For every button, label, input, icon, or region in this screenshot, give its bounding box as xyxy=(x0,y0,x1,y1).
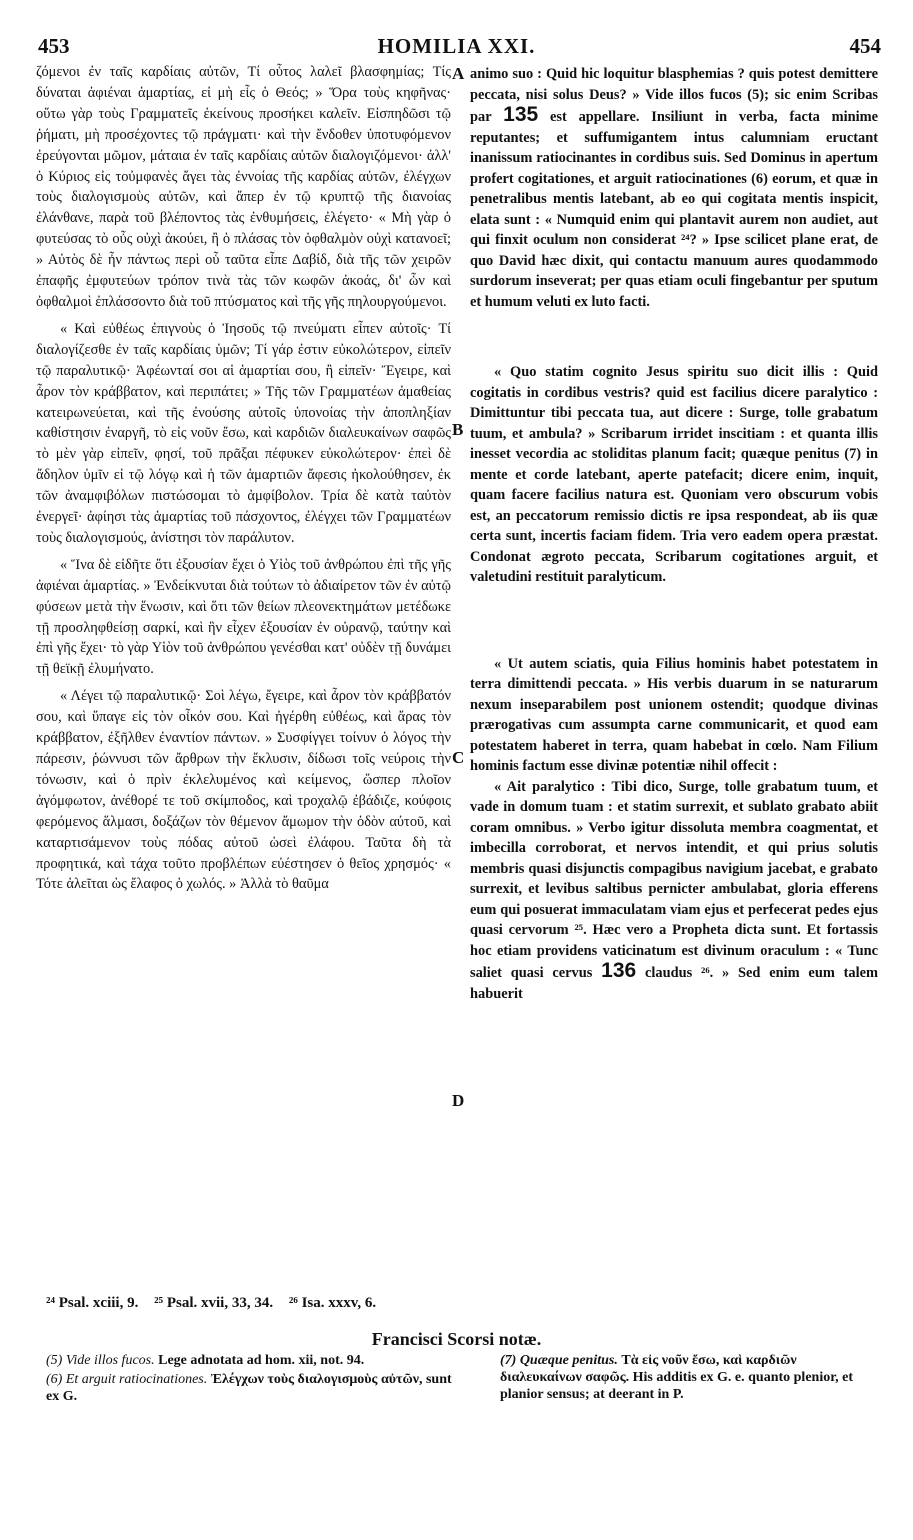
page-number-left: 453 xyxy=(38,34,70,58)
latin-paragraph xyxy=(470,64,878,312)
latin-paragraph: « Ut autem sciatis, quia Filius hominis habet potestatem in terra dimittendi peccata. » His verbis duarum in se naturarum nexum inseparabilem post unionem ostendit; quodque divinas prærogativas cum assumpta carne communicarit, et quod eam potestatem haberet in terra, quam habebat in cœlo. Nam Filium hominis factum esse divinæ potentiæ nihil offecit : xyxy=(470,655,878,774)
footnote-label: (6) Et arguit ratiocinationes. xyxy=(46,1372,208,1387)
scripture-ref: ²⁵ Psal. xvii, 33, 34. xyxy=(154,1295,274,1311)
greek-column xyxy=(36,62,451,895)
latin-text: claudus ²⁶. » Sed enim eum talem habuerit xyxy=(470,965,878,1002)
latin-paragraph: « Quo statim cognito Jesus spiritu suo dicit illis : Quid cogitatis in cordibus vestris? quid est facilius dicere paralytico : Dimittuntur tibi peccata tua, aut dicere : Surge, tolle grabatum tuum, et ambula? » Scribarum irridet inscitiam : et quanta illis inesset vecordia ac stoliditas planum facit; quæque penitus (7) in mente et corde latebant, aperte patefacit; dicere enim, inquit, quam facere facilius natura est. Quoniam vero obscurum vobis est, an peccatorum remissio dictis re ipsa respondeat, ab iis quæ certa sunt, incertis faciam fidem. Tria vero eadem opera præstat. Condonat ægroto peccata, Scribarum cogitationes arguit, et valetudini restituit paralyticum. xyxy=(470,364,878,585)
footnote-text: Ἐλέγχων τοὺς διαλογισμοὺς αὐτῶν, sunt ex G. xyxy=(46,1372,452,1404)
scripture-references xyxy=(46,1295,906,1312)
latin-text: animo suo : Quid hic loquitur blasphemias ? quis potest demittere peccata, nisi solus Deus? » Vide illos fucos (5); sic enim Scribas par xyxy=(470,66,878,125)
greek-paragraph: « Καὶ εὐθέως ἐπιγνοὺς ὁ Ἰησοῦς τῷ πνεύματι εἶπεν αὐτοῖς· Τί διαλογίζεσθε ἐν ταῖς καρδίαις ὑμῶν; Τί γάρ ἐστιν εὐκολώτερον, εἰπεῖν τῷ παραλυτικῷ· Ἀφέωνταί σοι αἱ ἁμαρτίαι σου, ἢ εἰπεῖν· Ἔγειρε, καὶ ἆρον τὸν κράββατον, καὶ περιπάτει; » Τῆς τῶν Γραμματέων ἀμαθείας κατειρωνεύεται, καὶ τῆς ἐνούσης αὐτοῖς ὑπονοίας τὴν ἀποπληξίαν καθίστησιν ἐναργῆ, τὸ εἰς νοῦν ἔσω, καὶ καρδιῶν διαλευκαίνων σαφῶς τὸ μὲν γὰρ εἰπεῖν, φησί, τοῦ πρᾶξαι πέφυκεν εὐκολώτερον· ἐπεὶ δὲ ἄδηλον ὑμῖν εἰ τῷ λόγῳ καὶ ἡ τῶν ἁμαρτιῶν ἄφεσις ἠκολούθησεν, ἐκ τῶν ἀναμφιβόλων πιστώσομαι τὸ ἀμφίβολον. Τρία δὲ κατὰ ταὐτὸν ἐνεργεῖ· ἀφίησι τὰς ἁμαρτίας τοῦ πάσχοντος, ἐλέγχει τῶν Γραμματέων τοὺς διαλογισμούς, ἀνίστησι τὸν παράλυτον. xyxy=(36,320,451,546)
footnote-text: Τὰ εἰς νοῦν ἔσω, καὶ καρδιῶν διαλευκαίνων σαφῶς. His additis ex G. e. quanto plenior, et planior sensus; at deerant in P. xyxy=(500,1353,854,1402)
footnote-text: Lege adnotata ad hom. xii, not. 94. xyxy=(154,1353,365,1368)
footnote xyxy=(46,1352,466,1369)
margin-letter-d: D xyxy=(452,1091,465,1110)
notes-title: Francisci Scorsi notæ. xyxy=(371,1329,542,1349)
greek-paragraph: « Ἵνα δὲ εἰδῆτε ὅτι ἐξουσίαν ἔχει ὁ Υἱὸς τοῦ ἀνθρώπου ἐπὶ τῆς γῆς ἀφιέναι ἁμαρτίας. » Ἐνδείκνυται διὰ τούτων τὸ ἀδιαίρετον τῶν ἐν αὐτῷ φύσεων μετὰ τὴν ἕνωσιν, καὶ ὅτι τῶν θείων πλεονεκτημάτων μετέδωκε τῇ προσληφθείσῃ σαρκί, καὶ ἣν εἶχεν ἐξουσίαν ἐν οὐρανῷ, ταύτην καὶ ἐπὶ γῆς ἔχει· τὸ γὰρ Υἱὸν τοῦ ἀνθρώπου γενέσθαι κατ' οὐδὲν τῇ δυνάμει τῇ θεϊκῇ ἐλυμήνατο. xyxy=(36,556,451,678)
greek-paragraph: ζόμενοι ἐν ταῖς καρδίαις αὐτῶν, Τί οὗτος λαλεῖ βλασφημίας; Τίς δύναται ἀφιέναι ἁμαρτίας, εἰ μὴ εἷς ὁ Θεός; » Ὅρα τοὺς κηφῆνας· οὕτω γὰρ τοὺς Γραμματεῖς ἐκείνους προσήκει καλεῖν. Εἰσπηδῶσι τῷ ῥήματι, μὴ προσέχοντες τῷ πράγματι· καὶ τὴν ἔνδοθεν ὑποτυφόμενον ἐρεύγονται μῶμον, μάταια ἐν ταῖς καρδίαις αὐτῶν διαλογιζόμενοι· ἀλλ' ὁ Κύριος εἰς τοὐμφανὲς ἄγει τὰς ἐννοίας τῆς καρδίας αὐτῶν, ἐλέγχων τοὺς διαλογισμοὺς αὐτῶν, καὶ ἅπερ ἐν τῷ κρυπτῷ τῆς διανοίας ἐλάνθανε, παρὰ τοῦ βλέποντος τὰς ἐνθυμήσεις, ἐλέγετο· « Μὴ γὰρ ὁ φυτεύσας τὸ οὖς οὐχὶ ἀκούει, ἢ ὁ πλάσας τὸν ὀφθαλμὸν οὐχὶ κατανοεῖ; » Αὐτὸς δὲ ἦν πάντως περὶ οὗ ταῦτα εἶπε Δαβίδ, διὰ τῆς τῶν χειρῶν ἐπαφῆς ἐμφυτεύων τρόπον τινὰ τὰς τῶν κωφῶν ἀκοάς, δι' ὧν καὶ ὀφθαλμοὶ ἐπλάσσοντο διὰ τοῦ πτύσματος καὶ τῆς γῆς πηλουργούμενοι. xyxy=(36,64,451,310)
latin-paragraph xyxy=(470,777,878,1005)
page-number-right: 454 xyxy=(849,34,881,58)
margin-letter-b: B xyxy=(452,420,464,439)
scripture-ref: ²⁴ Psal. xciii, 9. xyxy=(46,1295,139,1311)
latin-text: est appellare. Insiliunt in verba, facta minime reputantes; et suffumigantem intus calumniam eructant inanissum ratiocinantes in cordibus suis. Sed Dominus in apertum profert cogitationes, et arguit ratiocinationes (6) eorum, et quæ in penetralibus mentis latebant, ab eo qui cogitata mentis inspicit, elata sunt : « Numquid enim qui plantavit aurem non audiet, aut qui finxit oculum non considerat ²⁴? » Ipse scilicet plane erat, de quo David hæc dixit, qui contactu manuum aures quodammodo surdorum inseverat; per quas etiam oculi fingebantur per sputum et humum veluti ex luto facti. xyxy=(470,109,878,310)
column-number-marker: 136 xyxy=(601,959,637,982)
footnote-label: (5) Vide illos fucos. xyxy=(46,1353,155,1368)
column-number-marker: 135 xyxy=(503,103,539,126)
footnote xyxy=(500,1352,880,1403)
footnote-label: (7) Quæque penitus. xyxy=(500,1353,618,1368)
greek-paragraph: « Λέγει τῷ παραλυτικῷ· Σοὶ λέγω, ἔγειρε, καὶ ἆρον τὸν κράββατόν σου, καὶ ὕπαγε εἰς τὸν οἶκόν σου. Καὶ ἠγέρθη εὐθέως, καὶ ἄρας τὸν κράββατον, ἐξῆλθεν ἐναντίον πάντων. » Συσφίγγει τοίνυν ὁ λόγος τὴν πάρεσιν, ῥώννυσι τῶν ἄρθρων τὴν ἔκλυσιν, δίδωσι τοῖς νεύροις τὴν τόνωσιν, καὶ ὁ πρὶν ἐκλελυμένος καὶ κείμενος, ὥσπερ πλοῖον ἀγόμφωτον, ἀνέθορέ τε τοῦ σκίμποδος, καὶ τροχαλῷ ἐβάδιζε, κούφοις φερόμενος ἅλμασι, δοξάζων τὸν θέμενον ἄμωμον τὴν ὁδὸν αὐτοῦ, καὶ καταρτισάμενον τοὺς πόδας αὐτοῦ ὡσεὶ ἐλάφου. Ταῦτα δὴ τὰ προφητικά, καὶ τάχα τοῦτο προβλέπων εὐέστησεν ὁ θεῖος χρησμός· « Τότε ἀλεῖται ὡς ἔλαφος ὁ χωλός. » Ἀλλὰ τὸ θαῦμα xyxy=(36,688,451,893)
header-title: HOMILIA XXI. xyxy=(377,34,536,58)
margin-letter-c: C xyxy=(452,748,465,767)
latin-text: « Ait paralytico : Tibi dico, Surge, tolle grabatum tuum, et vade in domum tuam : et statim surrexit, et sublato grabato abiit coram omnibus. » Verbo igitur dissoluta membra coagmentat, et imbecilla corroborat, et nervos intendit, et qui prius solutis membris quasi disjunctis compagibus navigium jacebat, e grabato surrexit, et levibus saltibus pernicter ambulabat, gloria efferens eum qui posuerat immaculatam viam ejus et perfecerat pedes ejus quasi cervorum ²⁵. Hæc vero a Propheta dicta sunt. Et fortassis hoc etiam providens vaticinatum est divinum oraculum : « Tunc saliet quasi cervus xyxy=(470,778,878,981)
scripture-ref: ²⁶ Isa. xxxv, 6. xyxy=(288,1295,377,1311)
notes-left xyxy=(46,1352,466,1407)
running-header xyxy=(0,34,913,60)
footnote xyxy=(46,1371,466,1405)
latin-column xyxy=(470,64,878,1004)
notes-right xyxy=(500,1352,880,1405)
margin-letter-a: A xyxy=(452,64,465,83)
